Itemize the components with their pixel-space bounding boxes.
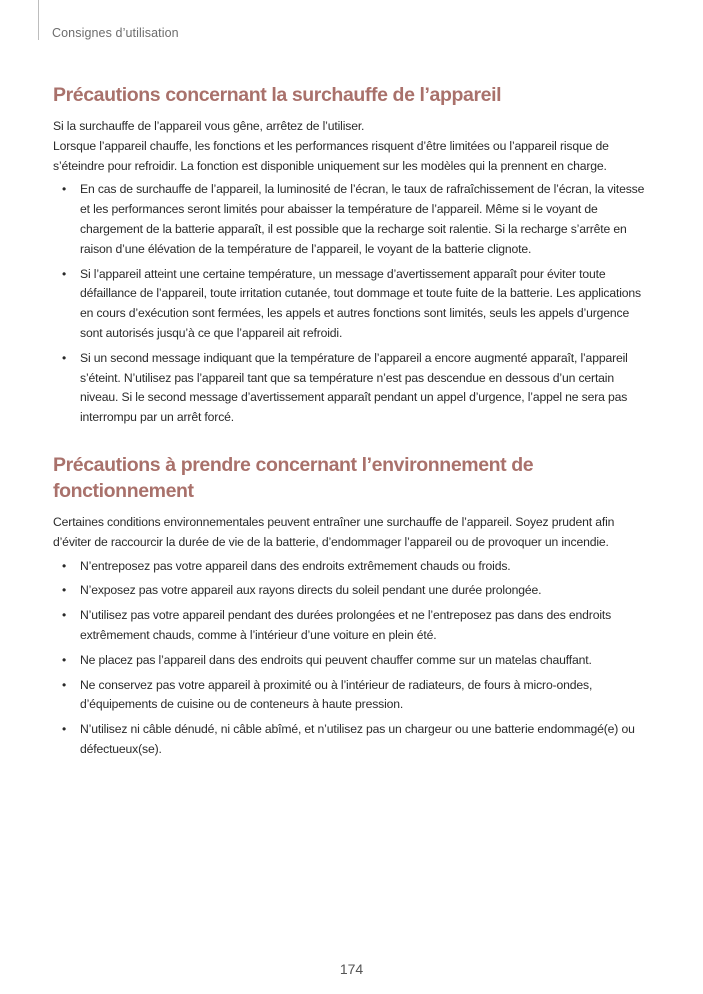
list-item-text: N’entreposez pas votre appareil dans des endroits extrêmement chauds ou froids.	[80, 558, 511, 573]
bullet-icon: •	[62, 266, 67, 281]
section-title-overheating: Précautions concernant la surchauffe de l’appareil	[53, 84, 502, 106]
list-item-text: N’exposez pas votre appareil aux rayons directs du soleil pendant une durée prolongée.	[80, 583, 542, 598]
bullet-icon: •	[62, 182, 67, 197]
list-item-text: Ne placez pas l’appareil dans des endroits qui peuvent chauffer comme sur un matelas chauffant.	[80, 652, 592, 667]
running-header: Consignes d’utilisation	[52, 26, 179, 40]
bullet-icon: •	[62, 583, 67, 598]
bullet-icon: •	[62, 608, 67, 623]
list-item	[53, 581, 653, 601]
section-title-environment	[53, 452, 653, 504]
list-item-text: Si l’appareil atteint une certaine température, un message d’avertissement apparaît pour éviter toute défaillance de l’appareil, toute irritation cutanée, tout dommage et toute fuite de la batterie. Les applications en cours d’exécution sont fermées, les appels et autres fonctions sont limités, seuls les appels d’urgence sont autorisés jusqu’à ce que l’appareil ait refroidi.	[80, 266, 641, 340]
environment-bullet-list	[53, 557, 653, 760]
list-item-text: N’utilisez pas votre appareil pendant des durées prolongées et ne l’entreposez pas dans des endroits extrêmement chauds, comme à l’intérieur d’une voiture en plein été.	[80, 608, 612, 642]
environment-paragraph: Certaines conditions environnementales peuvent entraîner une surchauffe de l’appareil. Soyez prudent afin d’éviter de raccourcir la durée de vie de la batterie, d’endommager l’appareil ou de provoquer un incendie.	[53, 514, 615, 549]
list-item	[53, 651, 653, 671]
list-item	[53, 557, 653, 577]
bullet-icon: •	[62, 722, 67, 737]
list-item-text: Si un second message indiquant que la température de l’appareil a encore augmenté apparaît, l’appareil s’éteint. N’utilisez pas l’appareil tant que sa température n’est pas descendue en dessous d’un certain niveau. Si le second message d’avertissement apparaît pendant un appel d’urgence, l’appel ne sera pas interrompu par un arrêt forcé.	[80, 350, 628, 425]
intro-paragraph: Si la surchauffe de l’appareil vous gêne, arrêtez de l’utiliser.	[53, 119, 365, 133]
list-item	[53, 349, 653, 428]
list-item-text: En cas de surchauffe de l’appareil, la luminosité de l’écran, le taux de rafraîchissement de l’écran, la vitesse et les performances seront limités pour abaisser la température de l’appareil. Même si le voyant de chargement de la batterie apparaît, il est possible que la recharge soit ralentie. Si la recharge s’arrête en raison d’une élévation de la température de l’appareil, le voyant de la batterie clignote.	[80, 182, 645, 256]
page-content	[53, 82, 653, 765]
section-title-line: fonctionnement	[53, 479, 194, 502]
body-paragraph: Lorsque l’appareil chauffe, les fonctions et les performances risquent d’être limitées ou l’appareil risque de s’éteindre pour refroidir. La fonction est disponible uniquement sur les modèles qui la prennent en charge.	[53, 138, 609, 173]
header-divider	[38, 0, 39, 40]
bullet-icon: •	[62, 558, 67, 573]
section-title-line: Précautions à prendre concernant l’environnement de	[53, 453, 534, 476]
list-item-text: N’utilisez ni câble dénudé, ni câble abîmé, et n’utilisez pas un chargeur ou une batterie endommagé(e) ou défectueux(se).	[80, 722, 635, 756]
bullet-icon: •	[62, 677, 67, 692]
list-item	[53, 676, 653, 716]
bullet-icon: •	[62, 652, 67, 667]
list-item	[53, 265, 653, 344]
page-number: 174	[339, 961, 364, 977]
overheating-bullet-list	[53, 180, 653, 428]
bullet-icon: •	[62, 350, 67, 365]
list-item	[53, 720, 653, 760]
list-item	[53, 180, 653, 259]
list-item	[53, 606, 653, 646]
list-item-text: Ne conservez pas votre appareil à proximité ou à l’intérieur de radiateurs, de fours à micro-ondes, d’équipements de cuisine ou de conteneurs à haute pression.	[80, 677, 593, 712]
